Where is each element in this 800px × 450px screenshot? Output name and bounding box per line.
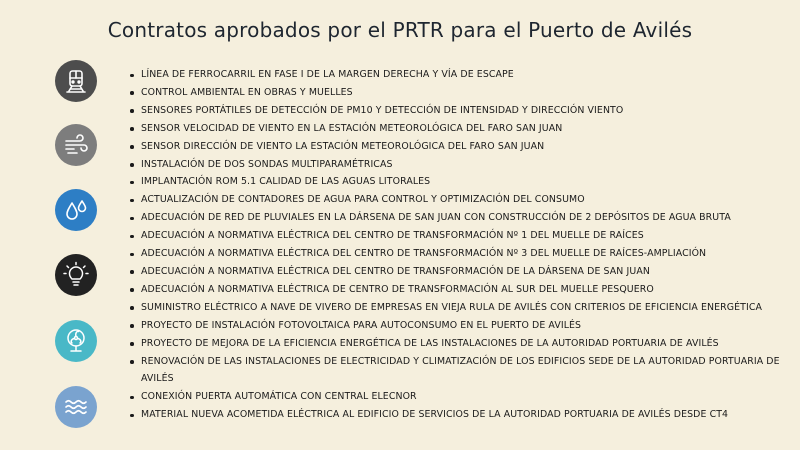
list-item: SENSOR VELOCIDAD DE VIENTO EN LA ESTACIÓN METEOROLÓGICA DEL FARO SAN JUAN — [130, 120, 780, 138]
list-item: PROYECTO DE MEJORA DE LA EFICIENCIA ENERGÉTICA DE LAS INSTALACIONES DE LA AUTORIDAD PORTUARIA DE AVILÉS — [130, 335, 780, 353]
fan-icon — [55, 320, 97, 362]
list-item: ADECUACIÓN A NORMATIVA ELÉCTRICA DE CENTRO DE TRANSFORMACIÓN AL SUR DEL MUELLE PESQUERO — [130, 281, 780, 299]
waves-icon — [55, 386, 97, 428]
list-item: IMPLANTACIÓN ROM 5.1 CALIDAD DE LAS AGUAS LITORALES — [130, 173, 780, 191]
list-item: SENSORES PORTÁTILES DE DETECCIÓN DE PM10 Y DETECCIÓN DE INTENSIDAD Y DIRECCIÓN VIENTO — [130, 102, 780, 120]
list-item: ADECUACIÓN A NORMATIVA ELÉCTRICA DEL CENTRO DE TRANSFORMACIÓN Nº 3 DEL MUELLE DE RAÍCES-AMPLIACIÓN — [130, 245, 780, 263]
water-drops-icon — [55, 189, 97, 231]
contracts-list — [130, 66, 780, 424]
list-item: PROYECTO DE INSTALACIÓN FOTOVOLTAICA PARA AUTOCONSUMO EN EL PUERTO DE AVILÉS — [130, 317, 780, 335]
list-item: SUMINISTRO ELÉCTRICO A NAVE DE VIVERO DE EMPRESAS EN VIEJA RULA DE AVILÉS CON CRITERIOS DE EFICIENCIA ENERGÉTICA — [130, 299, 780, 317]
list-item: LÍNEA DE FERROCARRIL EN FASE I DE LA MARGEN DERECHA Y VÍA DE ESCAPE — [130, 66, 780, 84]
list-item: ADECUACIÓN A NORMATIVA ELÉCTRICA DEL CENTRO DE TRANSFORMACIÓN Nº 1 DEL MUELLE DE RAÍCES — [130, 227, 780, 245]
list-item: ADECUACIÓN DE RED DE PLUVIALES EN LA DÁRSENA DE SAN JUAN CON CONSTRUCCIÓN DE 2 DEPÓSITOS DE AGUA BRUTA — [130, 209, 780, 227]
lightbulb-icon — [55, 254, 97, 296]
list-item: RENOVACIÓN DE LAS INSTALACIONES DE ELECTRICIDAD Y CLIMATIZACIÓN DE LOS EDIFICIOS SEDE DE LA AUTORIDAD PORTUARIA DE AVILÉS — [130, 353, 780, 389]
list-item: CONTROL AMBIENTAL EN OBRAS Y MUELLES — [130, 84, 780, 102]
list-item: ADECUACIÓN A NORMATIVA ELÉCTRICA DEL CENTRO DE TRANSFORMACIÓN DE LA DÁRSENA DE SAN JUAN — [130, 263, 780, 281]
list-item: INSTALACIÓN DE DOS SONDAS MULTIPARAMÉTRICAS — [130, 156, 780, 174]
list-item: MATERIAL NUEVA ACOMETIDA ELÉCTRICA AL EDIFICIO DE SERVICIOS DE LA AUTORIDAD PORTUARIA DE AVILÉS DESDE CT4 — [130, 406, 780, 424]
list-item: SENSOR DIRECCIÓN DE VIENTO LA ESTACIÓN METEOROLÓGICA DEL FARO SAN JUAN — [130, 138, 780, 156]
wind-icon — [55, 124, 97, 166]
list-item: ACTUALIZACIÓN DE CONTADORES DE AGUA PARA CONTROL Y OPTIMIZACIÓN DEL CONSUMO — [130, 191, 780, 209]
page-title: Contratos aprobados por el PRTR para el Puerto de Avilés — [107, 18, 693, 42]
train-icon — [55, 60, 97, 102]
list-item: CONEXIÓN PUERTA AUTOMÁTICA CON CENTRAL ELECNOR — [130, 388, 780, 406]
